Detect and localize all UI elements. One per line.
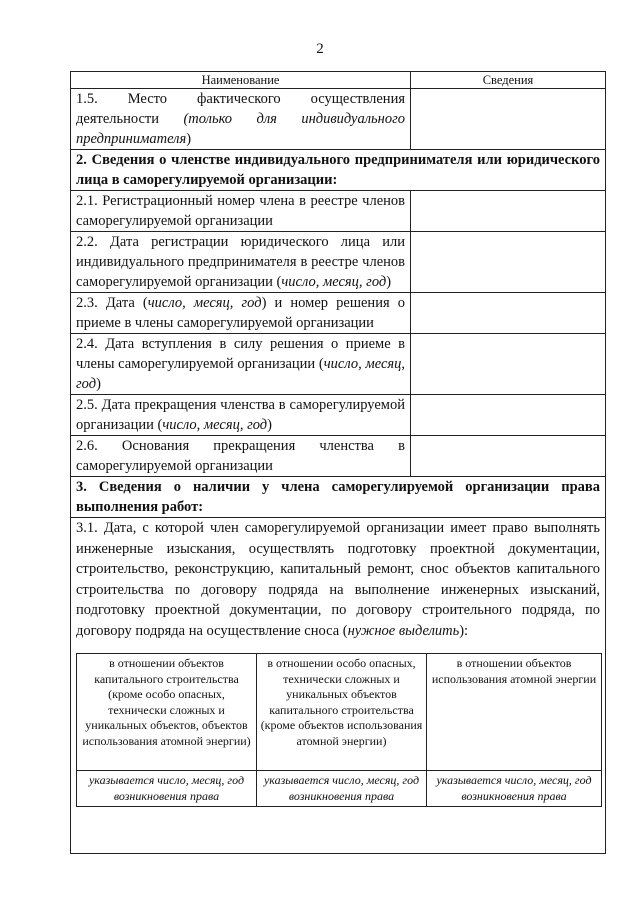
row-2-5-italic: число, месяц, год (162, 417, 268, 433)
row-1-5-value[interactable] (411, 89, 606, 150)
row-3-1-close: ): (459, 622, 469, 639)
section-2-row (71, 150, 606, 191)
row-1-5 (71, 89, 606, 150)
row-1-5-italic2: предпринимателя (76, 131, 187, 147)
row-2-4-text: 2.4. Дата вступления в силу решения о приеме в члены саморегулируемой организации ( (76, 336, 405, 372)
row-2-2-label (71, 232, 411, 293)
main-form-table (70, 71, 606, 854)
row-1-5-line2 (76, 109, 405, 129)
row-2-2-value[interactable] (411, 232, 606, 293)
row-2-3-italic: число, месяц, год (147, 295, 262, 311)
row-2-2 (71, 232, 606, 293)
row-2-5-value[interactable] (411, 395, 606, 436)
row-2-4 (71, 334, 606, 395)
row-3-1-label (76, 518, 600, 641)
section-3-heading: 3. Сведения о наличии у члена саморегулируемой организации права выполнения работ: (71, 477, 606, 518)
row-1-5-italic: (только для индивидуального (183, 111, 405, 127)
header-name-col: Наименование (71, 72, 411, 89)
rights-dates-table (76, 653, 602, 807)
row-1-5-line1: 1.5. Место фактического осуществления (76, 91, 405, 107)
row-2-2-italic: число, месяц, год (281, 274, 387, 290)
rights-header-nuclear: в отношении объектов использования атомной энергии (427, 654, 602, 771)
row-2-3-value[interactable] (411, 293, 606, 334)
row-2-5-label (71, 395, 411, 436)
row-2-4-italic: число, месяц, год (76, 356, 405, 392)
row-2-6-value[interactable] (411, 436, 606, 477)
row-1-5-line3 (76, 129, 405, 149)
rights-value-row (77, 771, 602, 807)
table-header-row (71, 72, 606, 89)
row-2-2-text: 2.2. Дата регистрации юридического лица или индивидуального предпринимателя в реестре членов саморегулируемой организации ( (76, 234, 405, 290)
row-3-1-text: 3.1. Дата, с которой член саморегулируемой организации имеет право выполнять инженерные изыскания, осуществлять подготовку проектной документации, строительство, реконструкцию, капитальный ремонт, снос объектов капитального строительства по договору подряда на выполнение инженерных изысканий, подготовку проектной документации, по договору строительного подряда, по договору подряда на осуществление сноса ( (76, 520, 600, 639)
row-2-1-label: 2.1. Регистрационный номер члена в реестре членов саморегулируемой организации (71, 191, 411, 232)
row-2-4-value[interactable] (411, 334, 606, 395)
section-2-heading: 2. Сведения о членстве индивидуального предпринимателя или юридического лица в саморегулируемой организации: (71, 150, 606, 191)
row-2-5-close: ) (267, 417, 272, 433)
row-2-3-label (71, 293, 411, 334)
header-info-col: Сведения (411, 72, 606, 89)
row-2-1 (71, 191, 606, 232)
rights-date-nuclear[interactable]: указывается число, месяц, год возникновения права (427, 771, 602, 807)
page-number: 2 (316, 41, 324, 57)
row-2-4-close: ) (96, 376, 101, 392)
row-1-5-close: ) (186, 131, 192, 147)
row-2-1-value[interactable] (411, 191, 606, 232)
row-2-2-close: ) (386, 274, 392, 290)
row-2-5 (71, 395, 606, 436)
section-3-row (71, 477, 606, 518)
row-2-3-text: 2.3. Дата ( (76, 295, 148, 311)
row-3-1-cell (71, 518, 606, 854)
rights-header-dangerous: в отношении особо опасных, технически сложных и уникальных объектов капитального строительства (кроме объектов использования атомной энергии) (257, 654, 427, 771)
row-2-4-label (71, 334, 411, 395)
rights-date-general[interactable]: указывается число, месяц, год возникновения права (77, 771, 257, 807)
row-2-5-text: 2.5. Дата прекращения членства в саморегулируемой организации ( (76, 397, 405, 433)
rights-table-wrap (76, 641, 600, 853)
row-3-1-italic: нужное выделить (347, 622, 460, 639)
row-2-6 (71, 436, 606, 477)
row-2-3-text2: ) и номер решения о приеме в члены саморегулируемой организации (76, 295, 405, 331)
rights-header-general: в отношении объектов капитального строительства (кроме особо опасных, технически сложных и уникальных объектов, объектов использования атомной энергии) (77, 654, 257, 771)
row-2-3 (71, 293, 606, 334)
rights-date-dangerous[interactable]: указывается число, месяц, год возникновения права (257, 771, 427, 807)
row-1-5-text: деятельности (76, 111, 160, 127)
row-2-6-label: 2.6. Основания прекращения членства в саморегулируемой организации (71, 436, 411, 477)
row-1-5-label (71, 89, 411, 150)
row-3-1 (71, 518, 606, 854)
rights-header-row (77, 654, 602, 771)
